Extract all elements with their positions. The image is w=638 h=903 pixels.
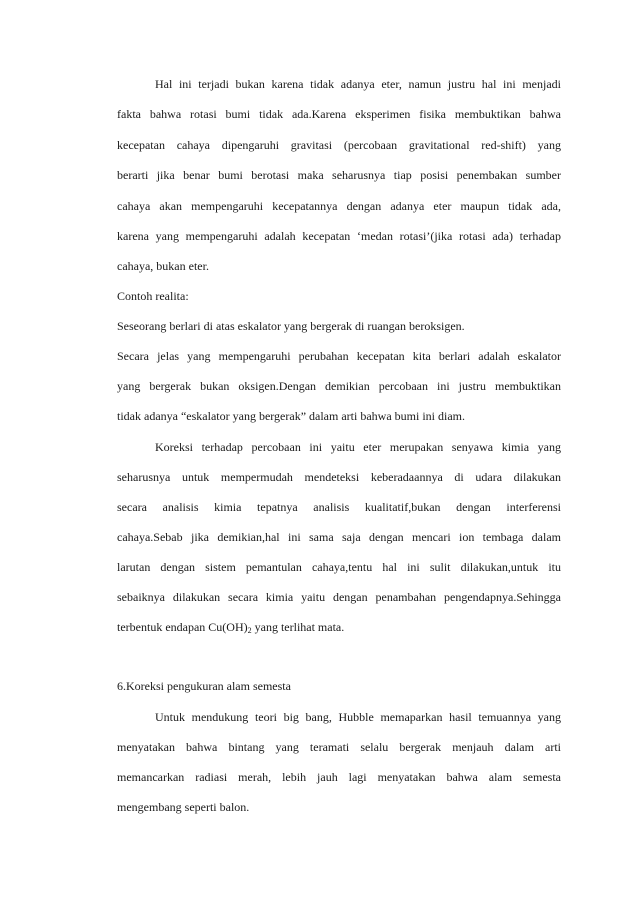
paragraph-7-line-4: mengembang seperti balon.	[117, 800, 250, 814]
paragraph-5-formula-line	[117, 619, 561, 635]
paragraph-1-line-2: fakta bahwa rotasi bumi tidak ada.Karena eksperimen fisika membuktikan bahwa	[117, 107, 561, 121]
formula-subscript: 2	[247, 626, 252, 635]
paragraph-7-line-2: menyatakan bahwa bintang yang teramati selalu bergerak menjauh dalam arti	[117, 740, 561, 754]
paragraph-1-line-1: Hal ini terjadi bukan karena tidak adanya eter, namun justru hal ini menjadi	[155, 77, 561, 91]
section-heading: 6.Koreksi pengukuran alam semesta	[117, 679, 291, 693]
paragraph-1-line-6: karena yang mempengaruhi adalah kecepatan ‘medan rotasi’(jika rotasi ada) terhadap	[117, 229, 561, 243]
paragraph-7-line-1: Untuk mendukung teori big bang, Hubble memaparkan hasil temuannya yang	[155, 710, 561, 724]
paragraph-1-line-5: cahaya akan mempengaruhi kecepatannya dengan adanya eter maupun tidak ada,	[117, 199, 561, 213]
paragraph-5-line-2: seharusnya untuk mempermudah mendeteksi keberadaannya di udara dilakukan	[117, 470, 561, 484]
paragraph-1-line-3: kecepatan cahaya dipengaruhi gravitasi (percobaan gravitational red-shift) yang	[117, 138, 561, 152]
example-sentence: Seseorang berlari di atas eskalator yang bergerak di ruangan beroksigen.	[117, 319, 465, 333]
paragraph-4-line-1: Secara jelas yang mempengaruhi perubahan kecepatan kita berlari adalah eskalator	[117, 349, 561, 363]
paragraph-7-line-3: memancarkan radiasi merah, lebih jauh lagi menyatakan bahwa alam semesta	[117, 770, 561, 784]
paragraph-5-line-5: larutan dengan sistem pemantulan cahaya,tentu hal ini sulit dilakukan,untuk itu	[117, 560, 561, 574]
paragraph-5-line-1: Koreksi terhadap percobaan ini yaitu eter merupakan senyawa kimia yang	[155, 440, 561, 454]
paragraph-5-line-4: cahaya.Sebab jika demikian,hal ini sama saja dengan mencari ion tembaga dalam	[117, 530, 561, 544]
formula-before: terbentuk endapan Cu(OH)	[117, 620, 248, 634]
paragraph-4-line-2: yang bergerak bukan oksigen.Dengan demikian percobaan ini justru membuktikan	[117, 379, 561, 393]
paragraph-5-line-3: secara analisis kimia tepatnya analisis kualitatif,bukan dengan interferensi	[117, 500, 561, 514]
paragraph-4-line-3: tidak adanya “eskalator yang bergerak” dalam arti bahwa bumi ini diam.	[117, 409, 465, 423]
paragraph-5-line-6: sebaiknya dilakukan secara kimia yaitu dengan penambahan pengendapnya.Sehingga	[117, 590, 561, 604]
formula-after: yang terlihat mata.	[251, 620, 345, 634]
paragraph-1-line-7: cahaya, bukan eter.	[117, 259, 209, 273]
example-heading: Contoh realita:	[117, 289, 189, 303]
paragraph-1-line-4: berarti jika benar bumi berotasi maka seharusnya tiap posisi penembakan sumber	[117, 168, 561, 182]
